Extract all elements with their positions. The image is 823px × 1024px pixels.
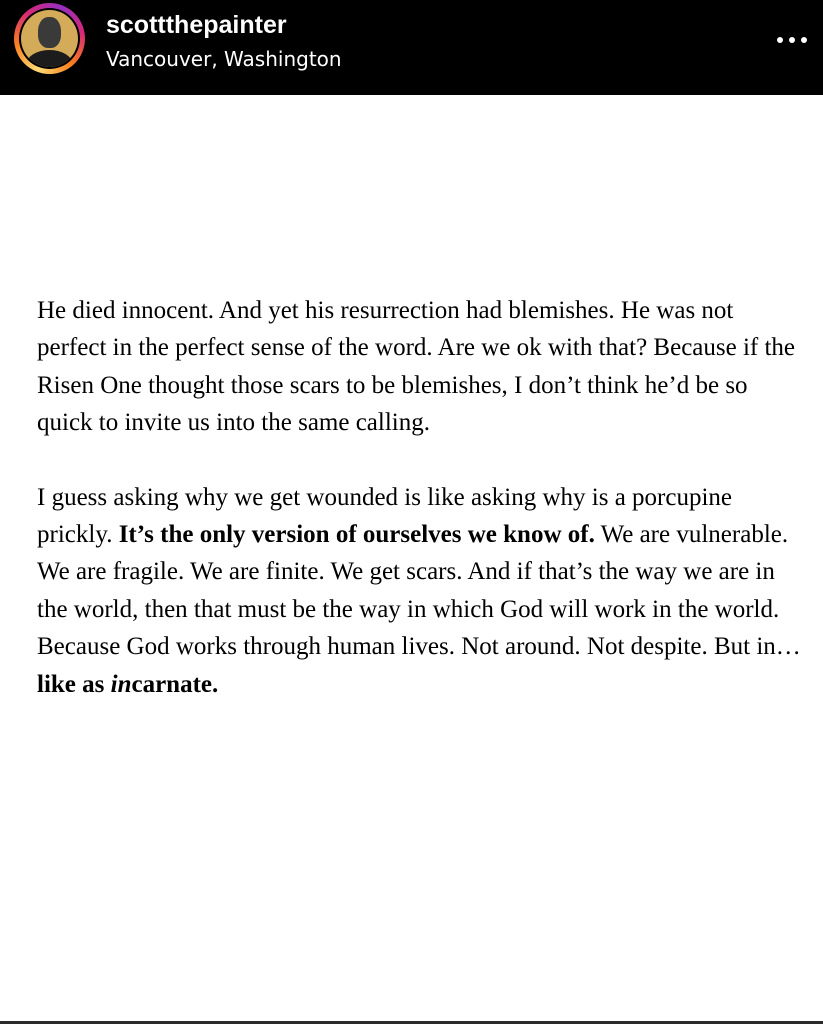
post-header bbox=[0, 0, 823, 95]
avatar[interactable] bbox=[19, 8, 80, 69]
more-dot bbox=[801, 37, 807, 43]
post-text bbox=[37, 292, 807, 703]
paragraph-2 bbox=[37, 479, 807, 703]
bold-text: It’s the only version of ourselves we know of. bbox=[118, 521, 595, 549]
avatar-head bbox=[38, 17, 61, 48]
more-dot bbox=[789, 37, 795, 43]
more-options-icon[interactable] bbox=[772, 24, 812, 56]
more-dot bbox=[777, 37, 783, 43]
text-run: We are vulnerable. We are fragile. We are finite. We get scars. And if that’s the way we are in the world, then that must be the way in which God will work in the world. Because God works through human lives. Not around. Not despite. But in… bbox=[37, 521, 801, 661]
story-ring[interactable] bbox=[14, 3, 85, 74]
avatar-body bbox=[26, 50, 73, 67]
italic-in: in bbox=[110, 670, 132, 698]
username-link[interactable]: scottthepainter bbox=[106, 11, 287, 39]
text-run: I guess asking why we get wounded is like asking why is a porcupine prickly. bbox=[37, 483, 733, 549]
location-link[interactable]: Vancouver, Washington bbox=[106, 47, 342, 71]
closing-start: like as bbox=[37, 670, 111, 698]
bold-closing bbox=[37, 671, 218, 698]
closing-end: carnate. bbox=[131, 670, 219, 698]
profile-photo-icon bbox=[21, 10, 78, 67]
paragraph-1: He died innocent. And yet his resurrection had blemishes. He was not perfect in the perfect sense of the word. Are we ok with that? Because if the Risen One thought those scars to be blemishes, I don’t think he’d be so quick to invite us into the same calling. bbox=[37, 297, 796, 437]
